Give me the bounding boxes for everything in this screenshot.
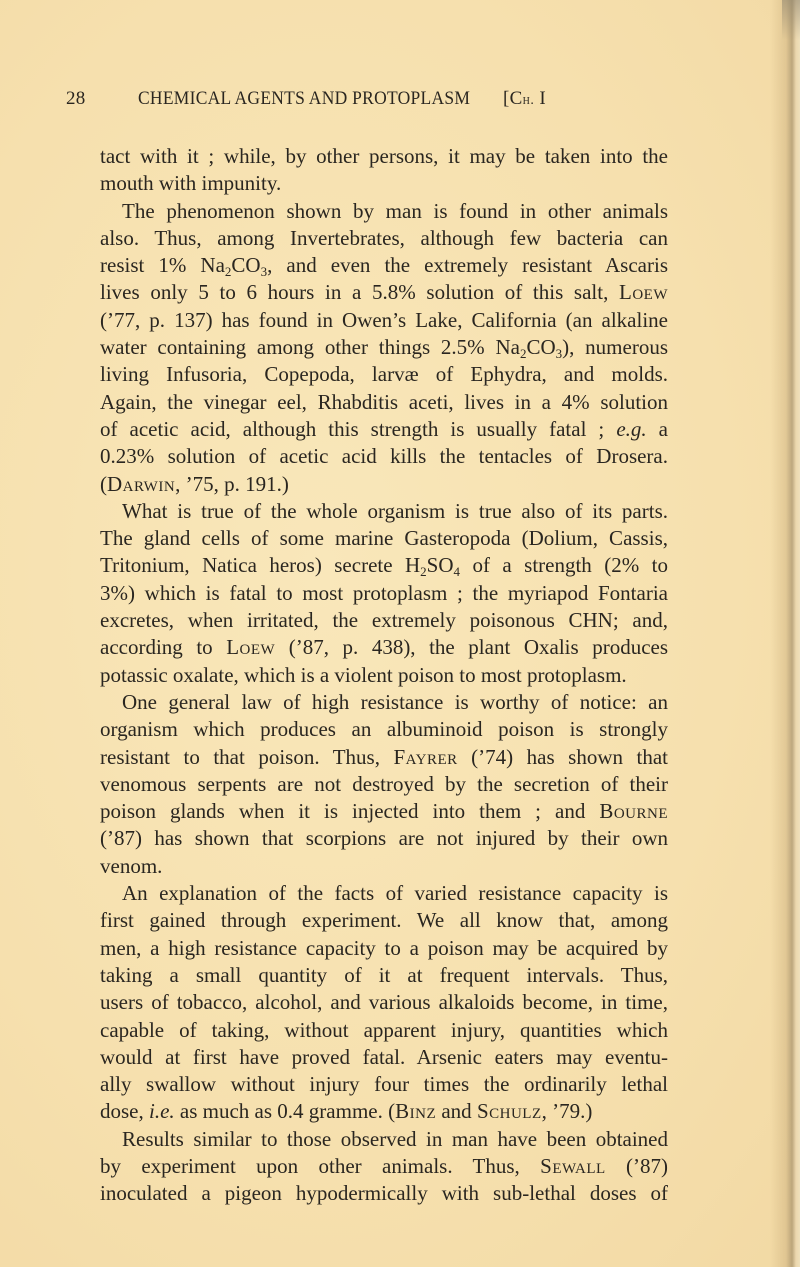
author-citation: Binz bbox=[395, 1099, 437, 1124]
text-line bbox=[100, 1153, 668, 1180]
text-line bbox=[100, 361, 668, 388]
text-run: of acetic acid, although this strength is usually fatal ; bbox=[100, 416, 617, 441]
text-run: taking a small quantity of it at frequent intervals. Thus, bbox=[100, 962, 668, 987]
text-line bbox=[100, 143, 668, 170]
italic-abbrev: i.e. bbox=[149, 1099, 175, 1124]
chemical-subscript: 2 bbox=[224, 264, 232, 280]
author-citation: Schulz bbox=[476, 1099, 542, 1124]
text-run: resistant to that poison. Thus, bbox=[100, 744, 394, 769]
text-run: Results similar to those observed in man have been obtained bbox=[122, 1126, 668, 1151]
text-run: The gland cells of some marine Gasteropoda (Dolium, Cassis, bbox=[100, 526, 668, 551]
chapter-bracket: [C bbox=[503, 88, 523, 109]
text-line bbox=[100, 853, 668, 880]
text-run: lives only 5 to 6 hours in a 5.8% solution of this salt, bbox=[100, 280, 620, 305]
text-line bbox=[100, 1071, 668, 1098]
text-run: capable of taking, without apparent injury, quantities which bbox=[100, 1017, 668, 1042]
paragraph-first-line bbox=[100, 198, 668, 225]
text-run: , ’75, p. 191.) bbox=[175, 471, 289, 496]
page-number: 28 bbox=[66, 88, 86, 109]
text-line bbox=[100, 798, 668, 825]
text-line bbox=[100, 989, 668, 1016]
text-run: (’77, p. 137) has found in Owen’s Lake, California (an alkaline bbox=[100, 307, 668, 332]
author-citation: Loew bbox=[226, 635, 276, 660]
text-run: first gained through experiment. We all know that, among bbox=[100, 908, 668, 933]
text-run: Tritonium, Natica heros) secrete H bbox=[100, 553, 421, 578]
author-citation: Sewall bbox=[540, 1153, 606, 1178]
text-line bbox=[100, 279, 668, 306]
paragraph-first-line bbox=[100, 498, 668, 525]
text-run: would at first have proved fatal. Arsenic eaters may eventu- bbox=[100, 1044, 668, 1069]
chapter-number: I bbox=[534, 88, 547, 109]
text-run: Again, the vinegar eel, Rhabditis aceti, lives in a 4% solution bbox=[100, 389, 668, 414]
text-run: ), numerous bbox=[562, 335, 668, 360]
text-line bbox=[100, 1098, 668, 1125]
author-citation: Fayrer bbox=[393, 744, 458, 769]
text-run: resist 1% Na bbox=[100, 253, 225, 278]
text-run: and bbox=[436, 1099, 477, 1124]
text-run: ( bbox=[100, 471, 107, 496]
text-run: The phenomenon shown by man is found in other animals bbox=[122, 198, 668, 223]
paragraph-first-line bbox=[100, 689, 668, 716]
text-run: as much as 0.4 gramme. ( bbox=[174, 1099, 396, 1124]
text-run: according to bbox=[100, 635, 227, 660]
text-run: CO bbox=[231, 253, 261, 278]
text-run: (’87) bbox=[605, 1153, 669, 1178]
text-line bbox=[100, 907, 668, 934]
chemical-subscript: 4 bbox=[453, 564, 461, 580]
italic-abbrev: e.g. bbox=[616, 416, 647, 441]
text-line bbox=[100, 662, 668, 689]
text-run: living Infusoria, Copepoda, larvæ of Ephydra, and molds. bbox=[100, 362, 668, 387]
chemical-subscript: 2 bbox=[519, 346, 527, 362]
text-run: (’74) has shown that bbox=[457, 744, 668, 769]
text-run: tact with it ; while, by other persons, it may be taken into the bbox=[100, 144, 668, 168]
author-citation: Darwin bbox=[107, 471, 176, 496]
text-run: by experiment upon other animals. Thus, bbox=[100, 1153, 541, 1178]
running-title: CHEMICAL AGENTS AND PROTOPLASM bbox=[138, 88, 471, 109]
text-run: potassic oxalate, which is a violent poison to most protoplasm. bbox=[100, 662, 627, 687]
text-run: men, a high resistance capacity to a poison may be acquired by bbox=[100, 935, 668, 960]
chemical-subscript: 3 bbox=[260, 264, 268, 280]
chapter-abbrev: h. bbox=[522, 93, 535, 108]
text-line bbox=[100, 443, 668, 470]
text-run: , ’79.) bbox=[541, 1099, 593, 1124]
text-run: ally swallow without injury four times the ordinarily lethal bbox=[100, 1072, 668, 1097]
text-run: 3%) which is fatal to most protoplasm ; the myriapod Fontaria bbox=[100, 580, 668, 605]
text-run: What is true of the whole organism is true also of its parts. bbox=[122, 498, 668, 523]
text-run: users of tobacco, alcohol, and various alkaloids become, in time, bbox=[100, 990, 668, 1015]
text-line bbox=[100, 1044, 668, 1071]
text-line bbox=[100, 935, 668, 962]
author-citation: Loew bbox=[619, 280, 668, 305]
chemical-subscript: 3 bbox=[555, 346, 563, 362]
text-line bbox=[100, 716, 668, 743]
text-line bbox=[100, 744, 668, 771]
text-run: a bbox=[646, 416, 668, 441]
text-line bbox=[100, 580, 668, 607]
chemical-subscript: 2 bbox=[420, 564, 427, 580]
text-line bbox=[100, 525, 668, 552]
text-run: CO bbox=[526, 335, 556, 360]
text-run: of a strength (2% to bbox=[460, 553, 668, 578]
text-line bbox=[100, 962, 668, 989]
text-run: An explanation of the facts of varied resistance capacity is bbox=[122, 881, 668, 906]
text-line bbox=[100, 389, 668, 416]
text-run: SO bbox=[426, 553, 454, 578]
author-citation: Bourne bbox=[599, 799, 668, 824]
text-run: (’87) has shown that scorpions are not injured by their own bbox=[100, 826, 668, 851]
body-text bbox=[100, 143, 668, 1208]
text-run: (’87, p. 438), the plant Oxalis produces bbox=[275, 635, 669, 660]
text-line bbox=[100, 170, 668, 197]
text-run: also. Thus, among Invertebrates, although few bacteria can bbox=[100, 225, 668, 250]
text-run: 0.23% solution of acetic acid kills the tentacles of Drosera. bbox=[100, 444, 668, 469]
text-line bbox=[100, 634, 668, 661]
text-line bbox=[100, 771, 668, 798]
text-line bbox=[100, 552, 668, 579]
text-run: , and even the extremely resistant Ascaris bbox=[267, 253, 668, 278]
text-line bbox=[100, 334, 668, 361]
text-line bbox=[100, 1180, 668, 1207]
paragraph-first-line bbox=[100, 1126, 668, 1153]
text-line bbox=[100, 471, 668, 498]
text-run: poison glands when it is injected into them ; and bbox=[100, 799, 600, 824]
text-run: organism which produces an albuminoid poison is strongly bbox=[100, 717, 668, 742]
chapter-marker bbox=[503, 88, 546, 110]
text-line bbox=[100, 252, 668, 279]
text-run: water containing among other things 2.5% Na bbox=[100, 335, 520, 360]
text-line bbox=[100, 307, 668, 334]
page-edge-shadow bbox=[782, 0, 800, 40]
text-run: venom. bbox=[100, 853, 163, 878]
text-run: excretes, when irritated, the extremely poisonous CHN; and, bbox=[100, 608, 668, 633]
text-run: venomous serpents are not destroyed by the secretion of their bbox=[100, 771, 668, 796]
text-run: One general law of high resistance is worthy of notice: an bbox=[122, 689, 668, 714]
running-header bbox=[66, 88, 716, 118]
text-line bbox=[100, 416, 668, 443]
paragraph-first-line bbox=[100, 880, 668, 907]
text-line bbox=[100, 1017, 668, 1044]
text-line bbox=[100, 825, 668, 852]
text-run: dose, bbox=[100, 1099, 149, 1124]
text-run: inoculated a pigeon hypodermically with sub-lethal doses of bbox=[100, 1181, 668, 1206]
text-line bbox=[100, 225, 668, 252]
text-line bbox=[100, 607, 668, 634]
text-run: mouth with impunity. bbox=[100, 171, 282, 196]
